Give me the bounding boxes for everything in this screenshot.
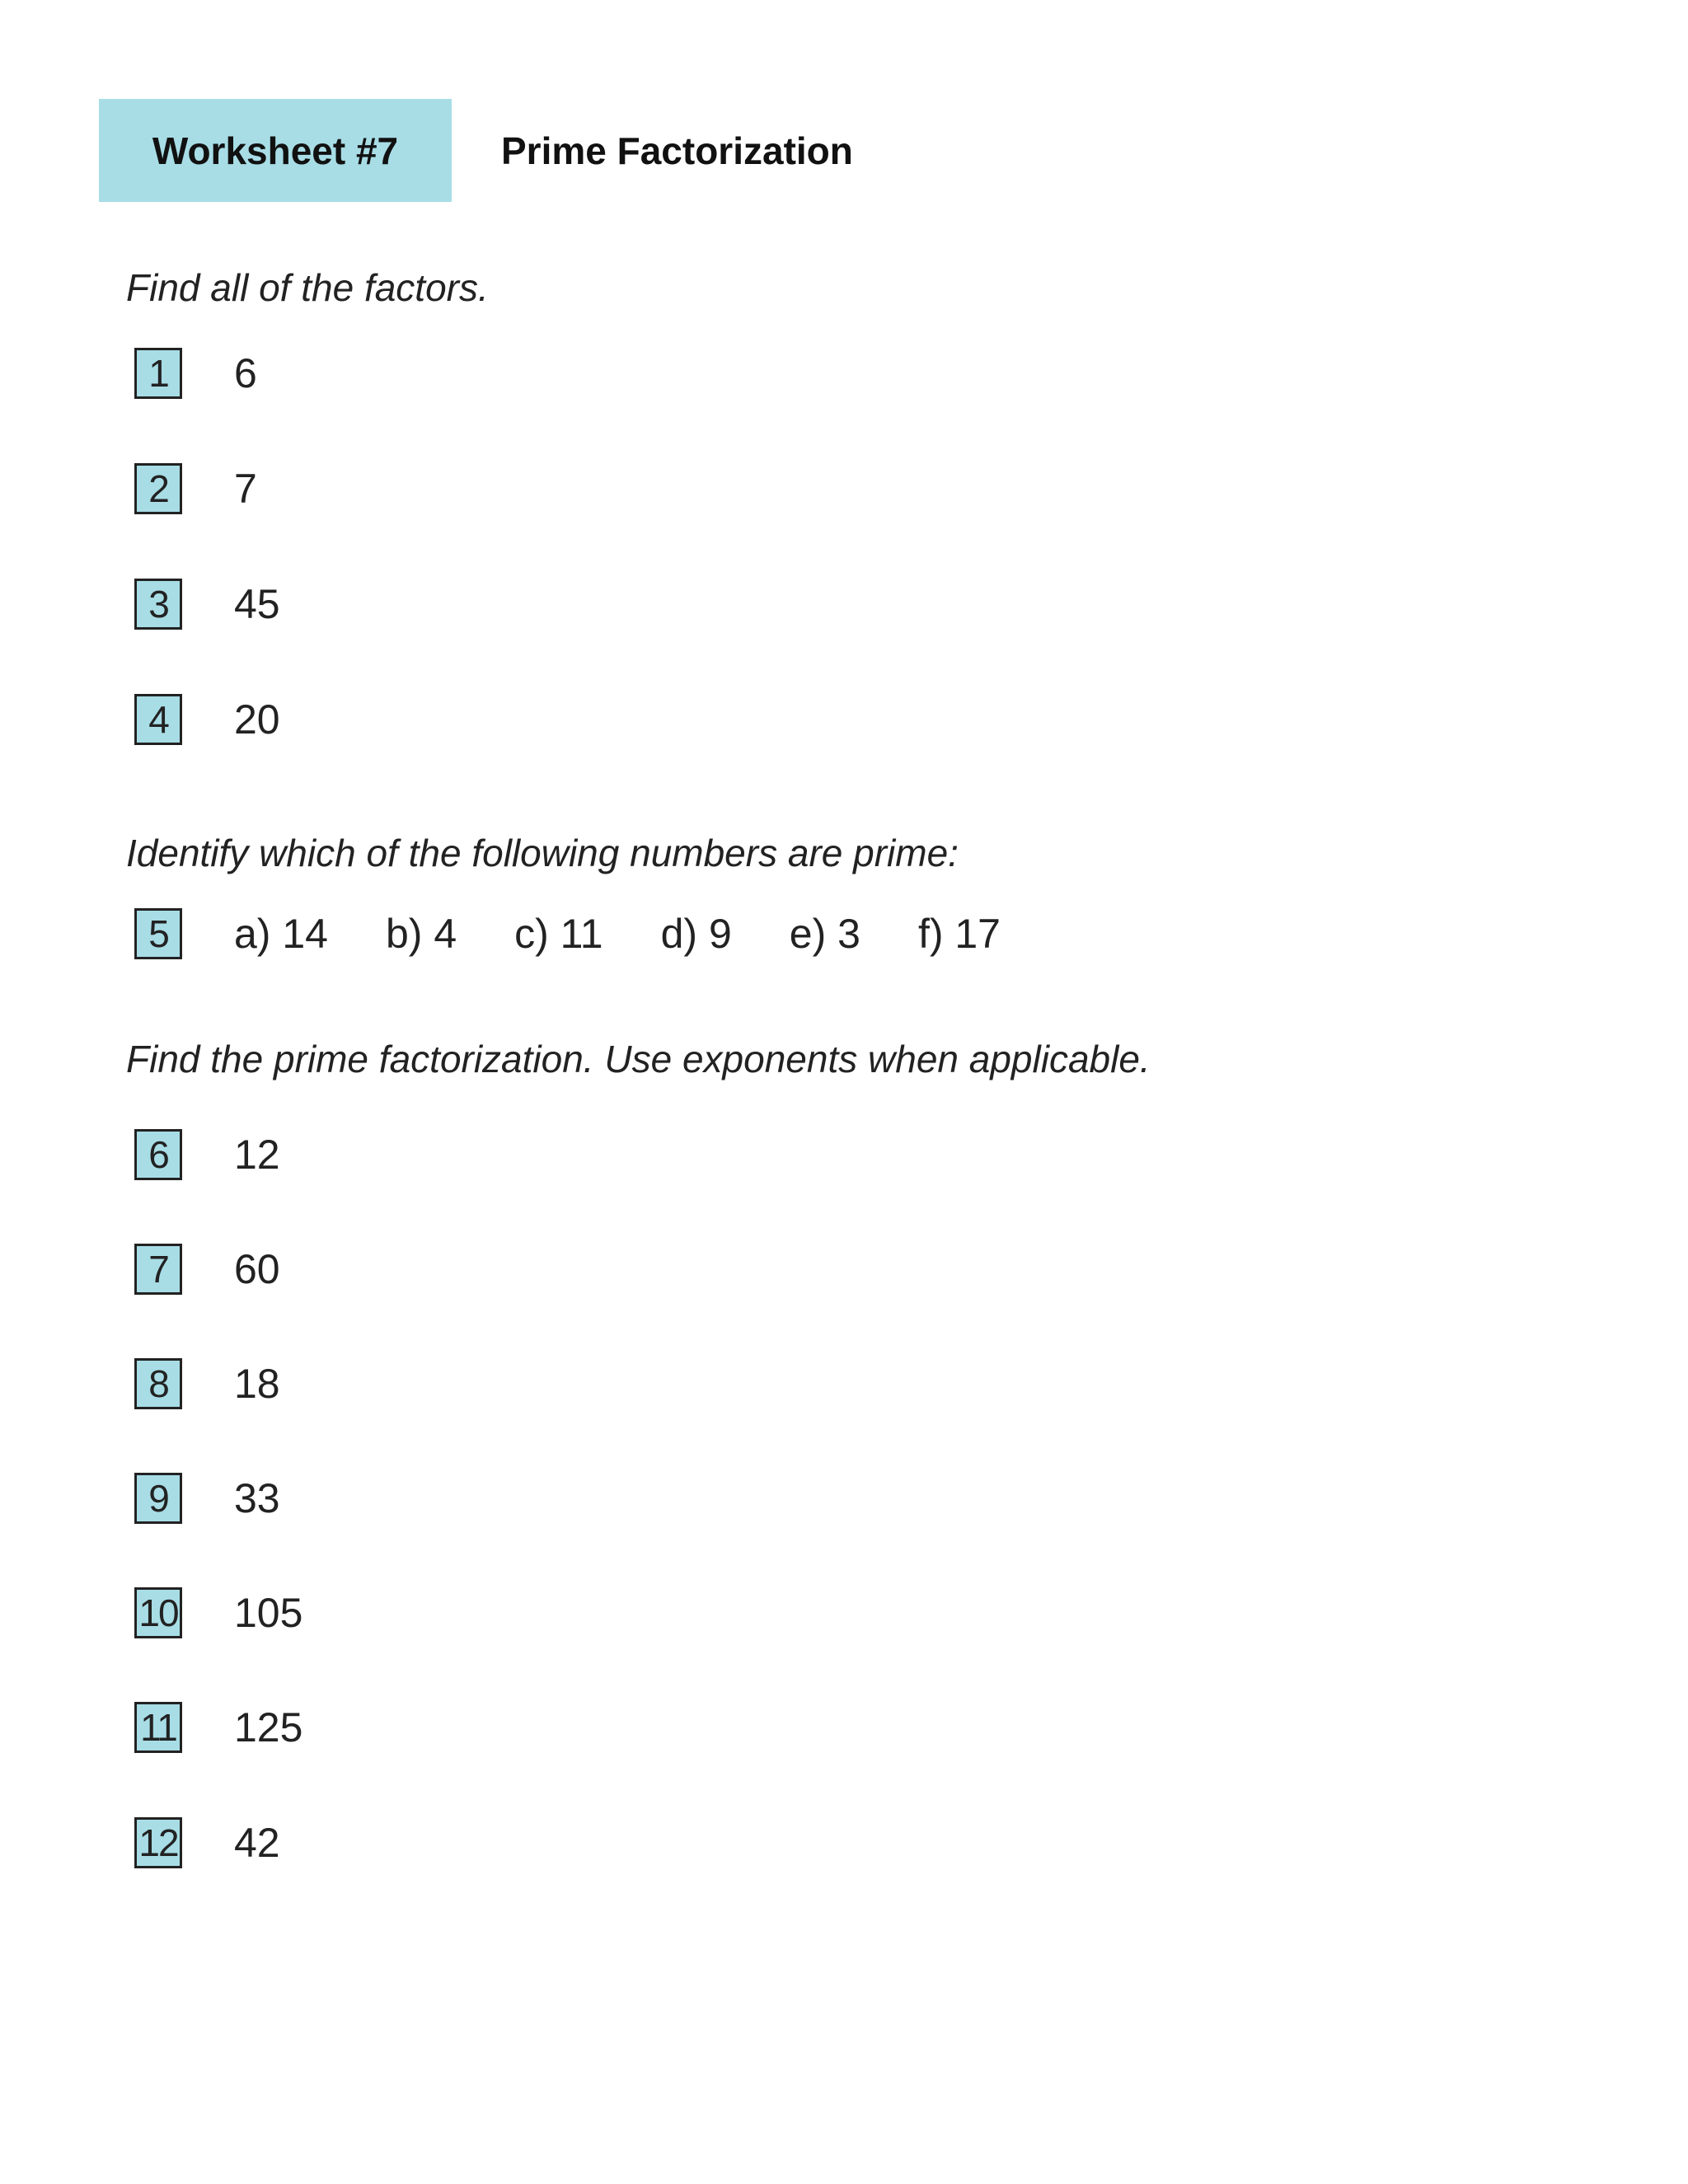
choice-f: f) 17: [917, 911, 1001, 957]
instruction-identify-prime: Identify which of the following numbers are prime:: [126, 832, 959, 874]
worksheet-badge: Worksheet #7: [99, 99, 452, 202]
problem-value: 7: [234, 466, 257, 512]
problem-number-box: 11: [134, 1702, 182, 1753]
problem-value: 12: [234, 1132, 280, 1178]
problem-11: [134, 1700, 302, 1755]
problem-value: 6: [234, 350, 257, 396]
prime-choices: [234, 910, 1058, 958]
problem-number-box: 12: [134, 1817, 182, 1868]
choice-a: a) 14: [234, 911, 328, 957]
problem-value: 18: [234, 1361, 280, 1407]
problem-number-box: 9: [134, 1473, 182, 1524]
problem-number-box: 7: [134, 1244, 182, 1295]
problem-number-box: 1: [134, 348, 182, 399]
problem-number-box: 10: [134, 1587, 182, 1638]
problem-number-box: 5: [134, 908, 182, 959]
choice-c: c) 11: [514, 911, 603, 957]
problem-9: [134, 1471, 280, 1526]
problem-7: [134, 1242, 280, 1296]
problem-value: 45: [234, 581, 280, 627]
problem-5: [134, 907, 1058, 961]
problem-number-box: 2: [134, 463, 182, 514]
problem-number-box: 6: [134, 1129, 182, 1180]
problem-number-box: 3: [134, 579, 182, 630]
problem-value: 42: [234, 1820, 280, 1866]
instruction-prime-factorization: Find the prime factorization. Use exponents when applicable.: [126, 1038, 1151, 1080]
problem-1: [134, 346, 257, 401]
problem-12: [134, 1816, 280, 1870]
problem-number-box: 8: [134, 1358, 182, 1409]
problem-value: 105: [234, 1590, 303, 1636]
problem-4: [134, 692, 280, 747]
problem-number-box: 4: [134, 694, 182, 745]
worksheet-header: [99, 99, 853, 202]
problem-value: 33: [234, 1475, 280, 1521]
problem-8: [134, 1357, 280, 1411]
problem-6: [134, 1127, 280, 1182]
problem-10: [134, 1586, 302, 1640]
instruction-factors: Find all of the factors.: [126, 266, 489, 309]
problem-3: [134, 577, 280, 631]
problem-2: [134, 462, 257, 516]
choice-b: b) 4: [385, 911, 457, 957]
problem-value: 125: [234, 1704, 303, 1750]
choice-e: e) 3: [789, 911, 860, 957]
choice-d: d) 9: [660, 911, 732, 957]
problem-value: 60: [234, 1246, 280, 1292]
problem-value: 20: [234, 696, 280, 743]
worksheet-title: Prime Factorization: [501, 129, 853, 172]
